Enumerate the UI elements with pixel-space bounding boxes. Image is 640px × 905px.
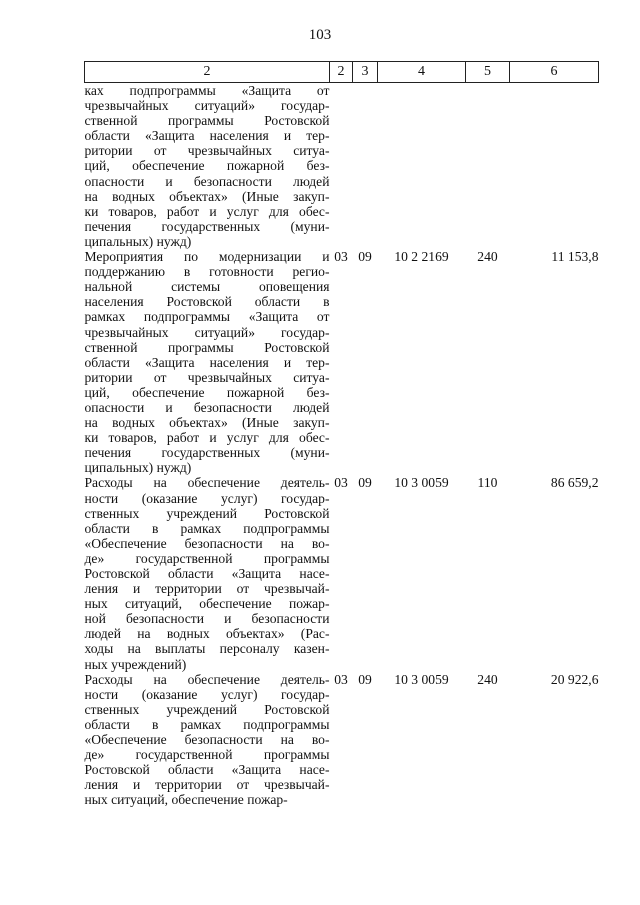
description-line: ки товаров, работ и услуг для обес- bbox=[84, 203, 330, 219]
section-code bbox=[330, 83, 353, 250]
expense-type-code: 240 bbox=[477, 249, 498, 265]
description-line: области в рамках подпрограммы bbox=[84, 716, 330, 732]
description-line: рамках подпрограммы «Защита от bbox=[84, 309, 330, 325]
description-line: опасности и безопасности людей bbox=[84, 173, 330, 189]
description-line: людей на водных объектах» (Рас- bbox=[84, 626, 330, 642]
description-line: ритории от чрезвычайных ситуа- bbox=[84, 143, 330, 159]
description-line: «Обеспечение безопасности на во- bbox=[84, 732, 330, 748]
table-row bbox=[85, 672, 599, 808]
row-description bbox=[85, 672, 330, 808]
table-body bbox=[85, 83, 599, 808]
description-line: де» государственной программы bbox=[84, 747, 330, 763]
description-line: области «Защита населения и тер- bbox=[84, 128, 330, 144]
target-article-code: 10 2 2169 bbox=[394, 249, 449, 265]
target-article-code: 10 3 0059 bbox=[394, 671, 449, 687]
description-line: области в рамках подпрограммы bbox=[84, 520, 330, 536]
description-line: Мероприятия по модернизации и bbox=[84, 249, 330, 265]
description-line: ственных учреждений Ростовской bbox=[84, 701, 330, 717]
amount-value: 11 153,8 bbox=[551, 249, 599, 265]
description-line: Ростовской области «Защита насе- bbox=[84, 762, 330, 778]
amount-value: 20 922,6 bbox=[550, 671, 599, 687]
description-line: ления и территории от чрезвычай- bbox=[84, 777, 330, 793]
column-header-expense-type: 5 bbox=[466, 62, 510, 83]
description-line: ций, обеспечение пожарной без- bbox=[84, 158, 330, 174]
subsection-code: 09 bbox=[358, 475, 372, 491]
description-line: Расходы на обеспечение деятель- bbox=[84, 475, 330, 491]
description-line: ки товаров, работ и услуг для обес- bbox=[84, 430, 330, 446]
description-line: нальной системы оповещения bbox=[84, 279, 330, 295]
row-description bbox=[85, 249, 330, 475]
description-line: чрезвычайных ситуаций» государ- bbox=[84, 98, 330, 114]
column-header-description: 2 bbox=[85, 62, 330, 83]
column-header-section: 2 bbox=[330, 62, 353, 83]
description-line: чрезвычайных ситуаций» государ- bbox=[84, 324, 330, 340]
expense-type-code: 110 bbox=[477, 475, 498, 491]
amount-value bbox=[510, 83, 599, 250]
description-line: ности (оказание услуг) государ- bbox=[84, 490, 330, 506]
description-line: области «Защита населения и тер- bbox=[84, 354, 330, 370]
description-line: ственной программы Ростовской bbox=[84, 113, 330, 129]
table-row bbox=[85, 83, 599, 250]
subsection-code: 09 bbox=[358, 671, 372, 687]
description-line: ципальных) нужд) bbox=[84, 233, 192, 249]
section-code: 03 bbox=[334, 475, 348, 491]
subsection-code bbox=[353, 83, 378, 250]
description-line: ходы на выплаты персоналу казен- bbox=[84, 641, 330, 657]
description-line: де» государственной программы bbox=[84, 550, 330, 566]
table-row bbox=[85, 475, 599, 671]
description-line: на водных объектах» (Иные закуп- bbox=[84, 415, 330, 431]
description-line: ципальных) нужд) bbox=[84, 460, 192, 476]
description-line: «Обеспечение безопасности на во- bbox=[84, 535, 330, 551]
target-article-code: 10 3 0059 bbox=[394, 475, 449, 491]
column-header-subsection: 3 bbox=[353, 62, 378, 83]
description-line: ций, обеспечение пожарной без- bbox=[84, 384, 330, 400]
description-line: ления и территории от чрезвычай- bbox=[84, 581, 330, 597]
description-line: Расходы на обеспечение деятель- bbox=[84, 671, 330, 687]
description-line: ственной программы Ростовской bbox=[84, 339, 330, 355]
expense-type-code: 240 bbox=[477, 671, 498, 687]
description-line: ных учреждений) bbox=[84, 656, 187, 672]
description-line: ритории от чрезвычайных ситуа- bbox=[84, 369, 330, 385]
section-code: 03 bbox=[334, 671, 348, 687]
subsection-code: 09 bbox=[358, 249, 372, 265]
description-line: ственных учреждений Ростовской bbox=[84, 505, 330, 521]
description-line: населения Ростовской области в bbox=[84, 294, 330, 310]
page-number: 103 bbox=[308, 27, 332, 43]
description-line: ности (оказание услуг) государ- bbox=[84, 686, 330, 702]
description-line: ных ситуаций, обеспечение пожар- bbox=[84, 792, 288, 808]
row-description bbox=[85, 83, 330, 250]
column-header-target-article: 4 bbox=[378, 62, 466, 83]
table-header-row bbox=[85, 62, 599, 83]
description-line: ках подпрограммы «Защита от bbox=[84, 83, 330, 98]
section-code: 03 bbox=[334, 249, 348, 265]
column-header-amount: 6 bbox=[510, 62, 599, 83]
description-line: Ростовской области «Защита насе- bbox=[84, 566, 330, 581]
description-line: на водных объектах» (Иные закуп- bbox=[84, 188, 330, 204]
expense-type-code bbox=[466, 83, 510, 250]
row-description bbox=[85, 475, 330, 671]
description-line: поддержанию в готовности регио- bbox=[84, 264, 330, 280]
description-line: печения государственных (муни- bbox=[84, 445, 330, 461]
description-line: ных ситуаций, обеспечение пожар- bbox=[84, 596, 330, 612]
amount-value: 86 659,2 bbox=[550, 475, 599, 491]
budget-table bbox=[84, 61, 599, 808]
target-article-code bbox=[378, 83, 466, 250]
description-line: ной безопасности и безопасности bbox=[84, 611, 330, 627]
description-line: опасности и безопасности людей bbox=[84, 399, 330, 415]
table-row bbox=[85, 249, 599, 475]
description-line: печения государственных (муни- bbox=[84, 218, 330, 234]
